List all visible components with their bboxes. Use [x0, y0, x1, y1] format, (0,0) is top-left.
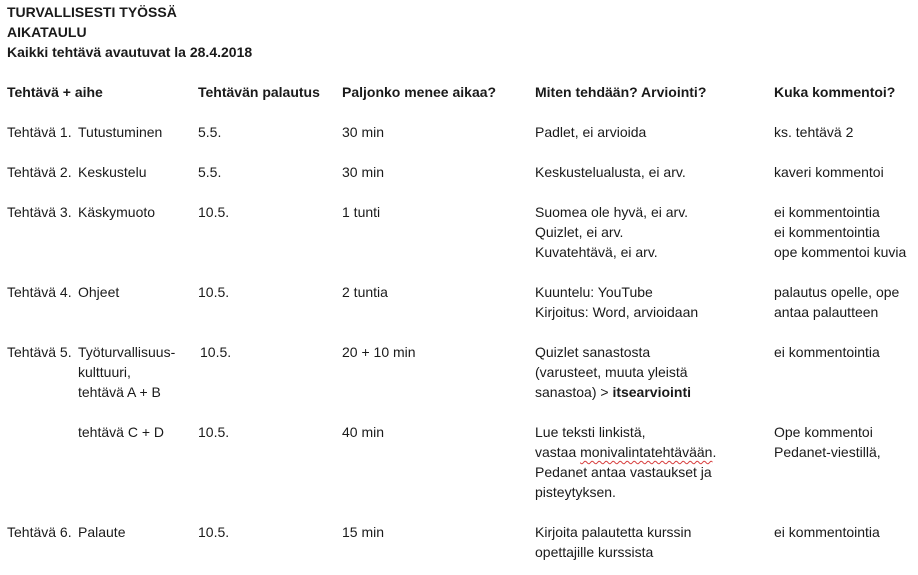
task-method: Keskustelualusta, ei arv.	[535, 164, 686, 180]
col-header-task: Tehtävä + aihe	[7, 84, 103, 100]
task-time: 1 tunti	[342, 204, 381, 220]
document-title: TURVALLISESTI TYÖSSÄ	[7, 4, 177, 20]
task-method-line	[535, 382, 691, 402]
col-header-time: Paljonko menee aikaa?	[342, 84, 497, 100]
task-number: Tehtävä 3.	[7, 204, 72, 220]
task-comment-line: ope kommentoi kuvia	[774, 244, 907, 260]
task-return-date: 10.5.	[198, 424, 230, 440]
task-comment-line: Pedanet-viestillä,	[774, 444, 881, 460]
task-method-line: Quizlet sanastosta	[535, 344, 651, 360]
task-return-date: 10.5.	[198, 524, 230, 540]
task-number: Tehtävä 1.	[7, 124, 72, 140]
task-method-line: Kirjoita palautetta kurssin	[535, 524, 692, 540]
task-comment: ei kommentointia	[774, 524, 880, 540]
task-return-date: 10.5.	[198, 284, 230, 300]
task-comment-line: palautus opelle, ope	[774, 284, 900, 300]
task-method-line: Lue teksti linkistä,	[535, 424, 646, 440]
task-method-line	[535, 442, 716, 462]
method-text: sanastoa) >	[535, 384, 613, 400]
task-topic: Tutustuminen	[78, 124, 163, 140]
task-method-line: (varusteet, muuta yleistä	[535, 364, 688, 380]
task-time: 15 min	[342, 524, 385, 540]
task-return-date: 5.5.	[198, 164, 222, 180]
task-method-line: Suomea ole hyvä, ei arv.	[535, 204, 689, 220]
task-time: 2 tuntia	[342, 284, 388, 300]
self-assessment-label: itsearviointi	[612, 384, 692, 400]
open-date-note: Kaikki tehtävä avautuvat la 28.4.2018	[7, 44, 253, 60]
task-comment-line: Ope kommentoi	[774, 424, 873, 440]
task-topic: Keskustelu	[78, 164, 147, 180]
col-header-comment: Kuka kommentoi?	[774, 84, 896, 100]
task-number: Tehtävä 5.	[7, 344, 72, 360]
task-time: 40 min	[342, 424, 385, 440]
task-comment: ei kommentointia	[774, 344, 880, 360]
task-number: Tehtävä 2.	[7, 164, 72, 180]
task-method-line: Kuvatehtävä, ei arv.	[535, 244, 658, 260]
task-method-line: opettajille kurssista	[535, 544, 654, 560]
task-number: Tehtävä 4.	[7, 284, 72, 300]
task-topic-line: tehtävä A + B	[78, 384, 161, 400]
task-return-date: 10.5.	[198, 204, 230, 220]
task-time: 20 + 10 min	[342, 344, 416, 360]
task-topic-line: Työturvallisuus-	[78, 344, 176, 360]
task-comment: kaveri kommentoi	[774, 164, 884, 180]
method-text: vastaa	[535, 444, 581, 460]
task-method-line: Pedanet antaa vastaukset ja	[535, 464, 712, 480]
task-comment-line: ei kommentointia	[774, 224, 880, 240]
task-return-date: 5.5.	[198, 124, 222, 140]
task-topic-line: kulttuuri,	[78, 364, 131, 380]
col-header-method: Miten tehdään? Arviointi?	[535, 84, 707, 100]
task-topic: Palaute	[78, 524, 126, 540]
method-text: .	[712, 444, 717, 460]
task-method-line: pisteytyksen.	[535, 484, 616, 500]
task-topic: tehtävä C + D	[78, 424, 164, 440]
spellcheck-marked-word: monivalintatehtävään	[580, 444, 713, 460]
task-method-line: Quizlet, ei arv.	[535, 224, 624, 240]
task-number: Tehtävä 6.	[7, 524, 72, 540]
task-method: Padlet, ei arvioida	[535, 124, 647, 140]
task-method-line: Kuuntelu: YouTube	[535, 284, 653, 300]
task-comment: ks. tehtävä 2	[774, 124, 854, 140]
task-topic: Ohjeet	[78, 284, 120, 300]
task-time: 30 min	[342, 124, 385, 140]
task-comment-line: antaa palautteen	[774, 304, 879, 320]
task-return-date: 10.5.	[200, 344, 232, 360]
task-method-line: Kirjoitus: Word, arvioidaan	[535, 304, 699, 320]
task-topic: Käskymuoto	[78, 204, 156, 220]
task-time: 30 min	[342, 164, 385, 180]
document-subtitle: AIKATAULU	[7, 24, 87, 40]
task-comment-line: ei kommentointia	[774, 204, 880, 220]
col-header-return: Tehtävän palautus	[198, 84, 320, 100]
